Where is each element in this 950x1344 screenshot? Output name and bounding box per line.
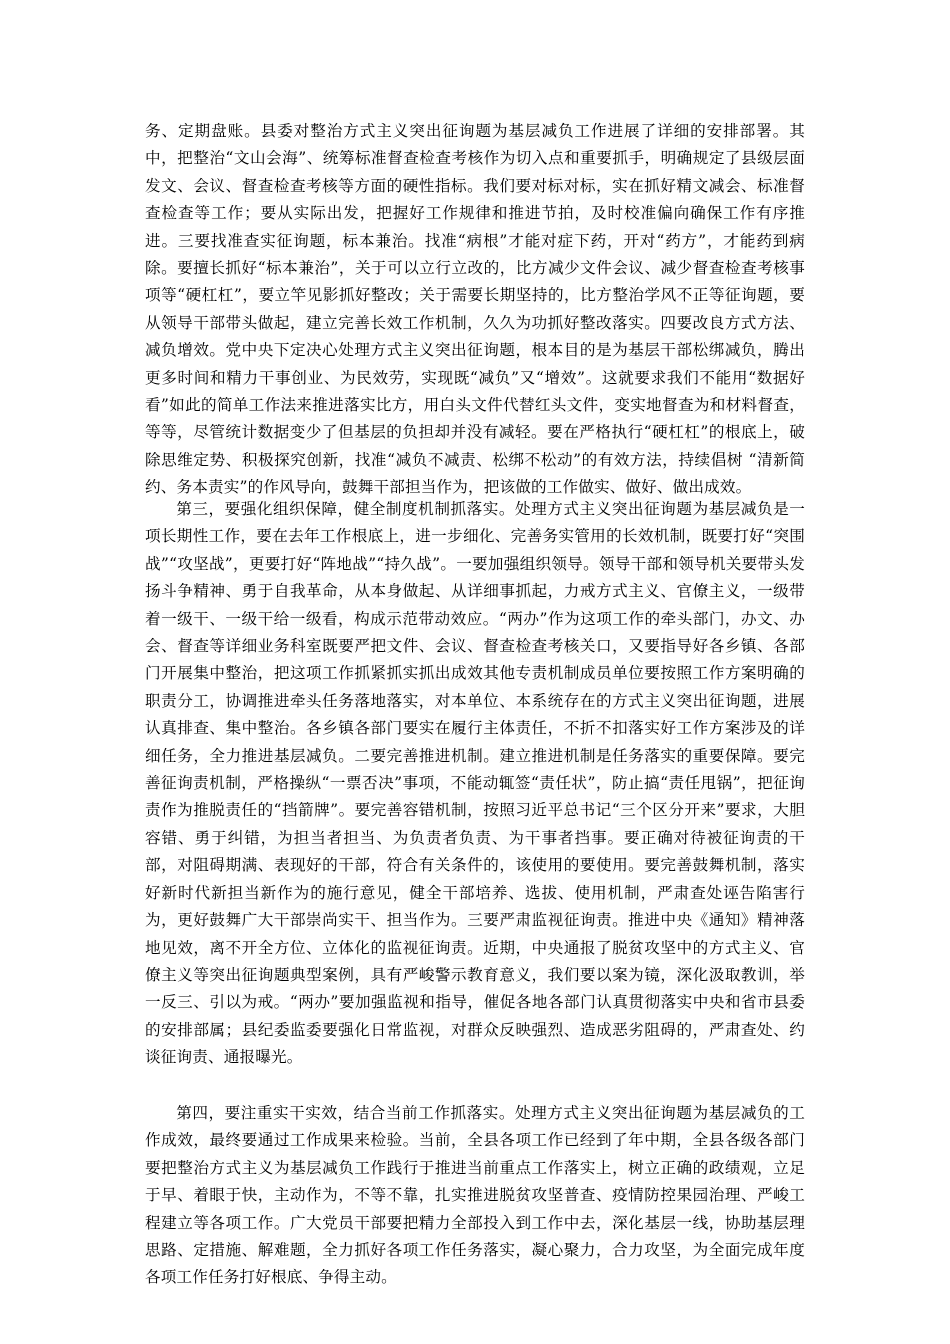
paragraph-1: 务、定期盘账。县委对整治方式主义突出征询题为基层减负工作进展了详细的安排部署。其中，把整治“文山会海”、统筹标准督查检查考核作为切入点和重要抓手，明确规定了县级层面发文、会议、督查检查考核等方面的硬性指标。我们要对标对标，实在抓好精文减会、标准督查检查等工作；要从实际出发，把握好工作规律和推进节拍，及时校准偏向确保工作有序推进。三要找准查实征询题，标本兼治。找准“病根”才能对症下药，开对“药方”，才能药到病除。要擅长抓好“标本兼治”，关于可以立行立改的，比方减少文件会议、减少督查检查考核事项等“硬杠杠”，要立竿见影抓好整改；关于需要长期坚持的，比方整治学风不正等征询题，要从领导干部带头做起，建立完善长效工作机制，久久为功抓好整改落实。四要改良方式方法、减负增效。党中央下定决心处理方式主义突出征询题，根本目的是为基层干部松绑减负，腾出更多时间和精力干事创业、为民效劳，实现既“减负”又“增效”。这就要求我们不能用“数据好看”如此的简单工作法来推进落实比方，用白头文件代替红头文件，变实地督查为和材料督查，等等，尽管统计数据变少了但基层的负担却并没有减轻。要在严格执行“硬杠杠”的根底上，破除思维定势、积极探究创新，找准“减负不减责、松绑不松动”的有效方法，持续倡树 “清新简约、务本责实”的作风导向，鼓舞干部担当作为，把该做的工作做实、做好、做出成效。 xyxy=(145,122,805,497)
body-text-block xyxy=(145,1100,805,1292)
paragraph-2: 第三，要强化组织保障，健全制度机制抓落实。处理方式主义突出征询题为基层减负是一项长期性工作，要在去年工作根底上，进一步细化、完善务实管用的长效机制，既要打好“突围战”“攻坚战”，更要打好“阵地战”“持久战”。一要加强组织领导。领导干部和领导机关要带头发扬斗争精神、勇于自我革命，从本身做起、从详细事抓起，力戒方式主义、官僚主义，一级带着一级干、一级干给一级看，构成示范带动效应。“两办”作为这项工作的牵头部门，办文、办会、督查等详细业务科室既要严把文件、会议、督查检查考核关口，又要指导好各乡镇、各部门开展集中整治，把这项工作抓紧抓实抓出成效其他专责机制成员单位要按照工作方案明确的职责分工，协调推进牵头任务落地落实，对本单位、本系统存在的方式主义突出征询题，进展认真排查、集中整治。各乡镇各部门要实在履行主体责任，不折不扣落实好工作方案涉及的详细任务，全力推进基层减负。二要完善推进机制。建立推进机制是任务落实的重要保障。要完善征询责机制，严格操纵“一票否决”事项，不能动辄签“责任状”，防止搞“责任甩锅”，把征询责作为推脱责任的“挡箭牌”。要完善容错机制，按照习近平总书记“三个区分开来”要求，大胆容错、勇于纠错，为担当者担当、为负责者负责、为干事者挡事。要正确对待被征询责的干部，对阻碍期满、表现好的干部，符合有关条件的，该使用的要使用。要完善鼓舞机制，落实好新时代新担当新作为的施行意见，健全干部培养、选拔、使用机制，严肃查处诬告陷害行为，更好鼓舞广大干部崇尚实干、担当作为。三要严肃监视征询责。推进中央《通知》精神落地见效，离不开全方位、立体化的监视征询责。近期，中央通报了脱贫攻坚中的方式主义、官僚主义等突出征询题典型案例，具有严峻警示教育意义，我们要以案为镜，深化汲取教训，举一反三、引以为戒。“两办”要加强监视和指导，催促各地各部门认真贯彻落实中央和省市县委的安排部属；县纪委监委要强化日常监视，对群众反映强烈、造成恶劣阻碍的，严肃查处、约谈征询责、通报曝光。 xyxy=(145,500,805,1067)
paragraph-3: 第四，要注重实干实效，结合当前工作抓落实。处理方式主义突出征询题为基层减负的工作成效，最终要通过工作成果来检验。当前，全县各项工作已经到了年中期，全县各级各部门要把整治方式主义为基层减负工作践行于推进当前重点工作落实上，树立正确的政绩观，立足于早、着眼于快，主动作为，不等不靠，扎实推进脱贫攻坚普查、疫情防控果园治理、严峻工程建立等各项工作。广大党员干部要把精力全部投入到工作中去，深化基层一线，协助基层理思路、定措施、解难题，全力抓好各项工作任务落实，凝心聚力，合力攻坚，为全面完成年度各项工作任务打好根底、争得主动。 xyxy=(145,1104,805,1287)
body-text-block xyxy=(145,118,805,502)
body-text-block xyxy=(145,496,805,1072)
